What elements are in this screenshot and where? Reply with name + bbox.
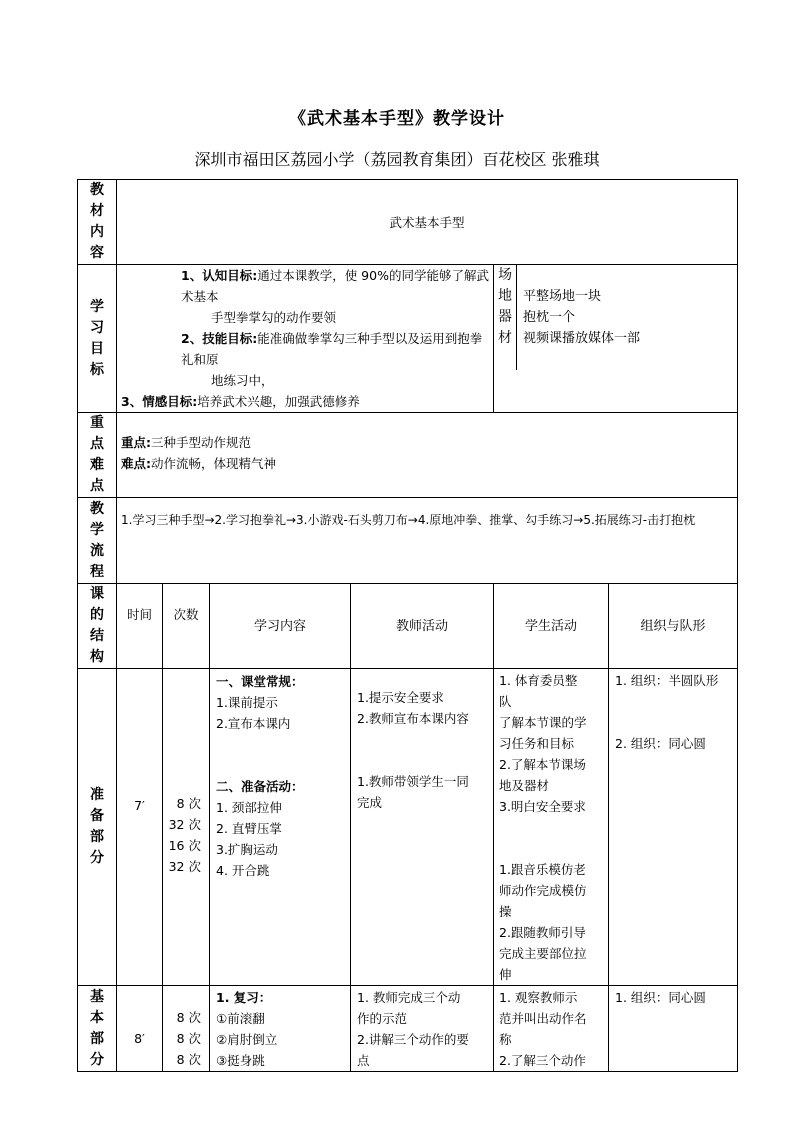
key-text: 三种手型动作规范 (151, 435, 252, 450)
basic-heading-review: 1. 复习： (216, 990, 272, 1005)
row-keypoints (78, 413, 738, 498)
row-process (78, 498, 738, 584)
content-text: 武术基本手型 (117, 180, 738, 265)
row-label-keypoints: 重 点 难 点 (78, 413, 117, 498)
row-label-basic: 基 本 部 分 (78, 986, 117, 1072)
goal1-text2: 手型拳掌勾的动作要领 (211, 310, 337, 325)
goal1-head: 1、认知目标: (181, 268, 258, 283)
row-label-prep: 准 备 部 分 (78, 669, 117, 986)
header-teacher: 教师活动 (351, 584, 494, 669)
header-student: 学生活动 (494, 584, 609, 669)
prep-student: 1. 体育委员整 队 了解本节课的学 习任务和目标 2.了解本节课场 地及器材 3.明白安全要求 1.跟音乐模仿老 师动作完成模仿 操 2.跟随教师引导 完成主要部位拉 伸 (494, 669, 609, 986)
row-structure-header (78, 584, 738, 669)
prep-heading-routine: 一、课堂常规： (216, 674, 304, 689)
goal2-text: 能准确做拳掌勾三种手型以及运用到抱拳礼和原 (181, 331, 483, 367)
basic-counts: 8 次 8 次 8 次 (163, 986, 210, 1072)
process-text: 1.学习三种手型→2.学习抱拳礼→3.小游戏-石头剪刀布→4.原地冲拳、推掌、勾手练习→5.拓展练习-击打抱枕 (117, 498, 738, 584)
row-label-content: 教 材 内 容 (78, 180, 117, 265)
row-label-structure: 课 的 结 构 (78, 584, 117, 669)
venue-label: 场 地 器 材 (494, 265, 517, 370)
goal2-text2: 地练习中， (211, 373, 274, 388)
header-organization: 组织与队形 (609, 584, 738, 669)
header-count: 次数 (163, 584, 210, 669)
venue-items: 平整场地一块 抱枕一个 视频课播放媒体一部 (523, 289, 641, 346)
row-content (78, 180, 738, 265)
header-time: 时间 (117, 584, 163, 669)
basic-time: 8′ (117, 986, 163, 1072)
difficulty-text: 动作流畅，体现精气神 (151, 456, 277, 471)
header-content: 学习内容 (210, 584, 351, 669)
basic-organization: 1. 组织：同心圆 (609, 986, 738, 1072)
row-label-goals: 学 习 目 标 (78, 265, 117, 413)
goals-cell (117, 265, 494, 413)
lesson-plan-table (77, 179, 738, 1072)
venue-cell (494, 265, 738, 413)
basic-content: 1. 复习： ①前滚翻 ②肩肘倒立 ③挺身跳 (210, 986, 351, 1072)
basic-teacher: 1. 教师完成三个动 作的示范 2.讲解三个动作的要 点 (351, 986, 494, 1072)
prep-organization: 1. 组织：半圆队形 2. 组织：同心圆 (609, 669, 738, 986)
goal1-text: 通过本课教学，使 90%的同学能够了解武术基本 (181, 268, 489, 304)
goal2-head: 2、技能目标: (181, 331, 258, 346)
goal3-text: 培养武术兴趣，加强武德修养 (197, 394, 360, 409)
row-label-process: 教 学 流 程 (78, 498, 117, 584)
difficulty-head: 难点: (121, 456, 151, 471)
prep-counts: 8 次 32 次 16 次 32 次 (163, 669, 210, 986)
document-subtitle: 深圳市福田区荔园小学（荔园教育集团）百花校区 张雅琪 (194, 150, 600, 169)
prep-content: 一、课堂常规： 1.课前提示 2.宣布本课内 二、准备活动： 1. 颈部拉伸 2. 直臂压掌 3.扩胸运动 4. 开合跳 (210, 669, 351, 986)
prep-teacher: 1.提示安全要求 2.教师宣布本课内容 1.教师带领学生一同 完成 (351, 669, 494, 986)
row-goals (78, 265, 738, 413)
prep-time: 7′ (117, 669, 163, 986)
keypoints-cell (117, 413, 738, 498)
row-prep (78, 669, 738, 986)
document-title: 《武术基本手型》教学设计 (289, 109, 505, 129)
prep-heading-warmup: 二、准备活动： (216, 779, 304, 794)
basic-student: 1. 观察教师示 范并叫出动作名 称 2.了解三个动作 (494, 986, 609, 1072)
key-head: 重点: (121, 435, 151, 450)
goal3-head: 3、情感目标: (121, 394, 198, 409)
row-basic (78, 986, 738, 1072)
